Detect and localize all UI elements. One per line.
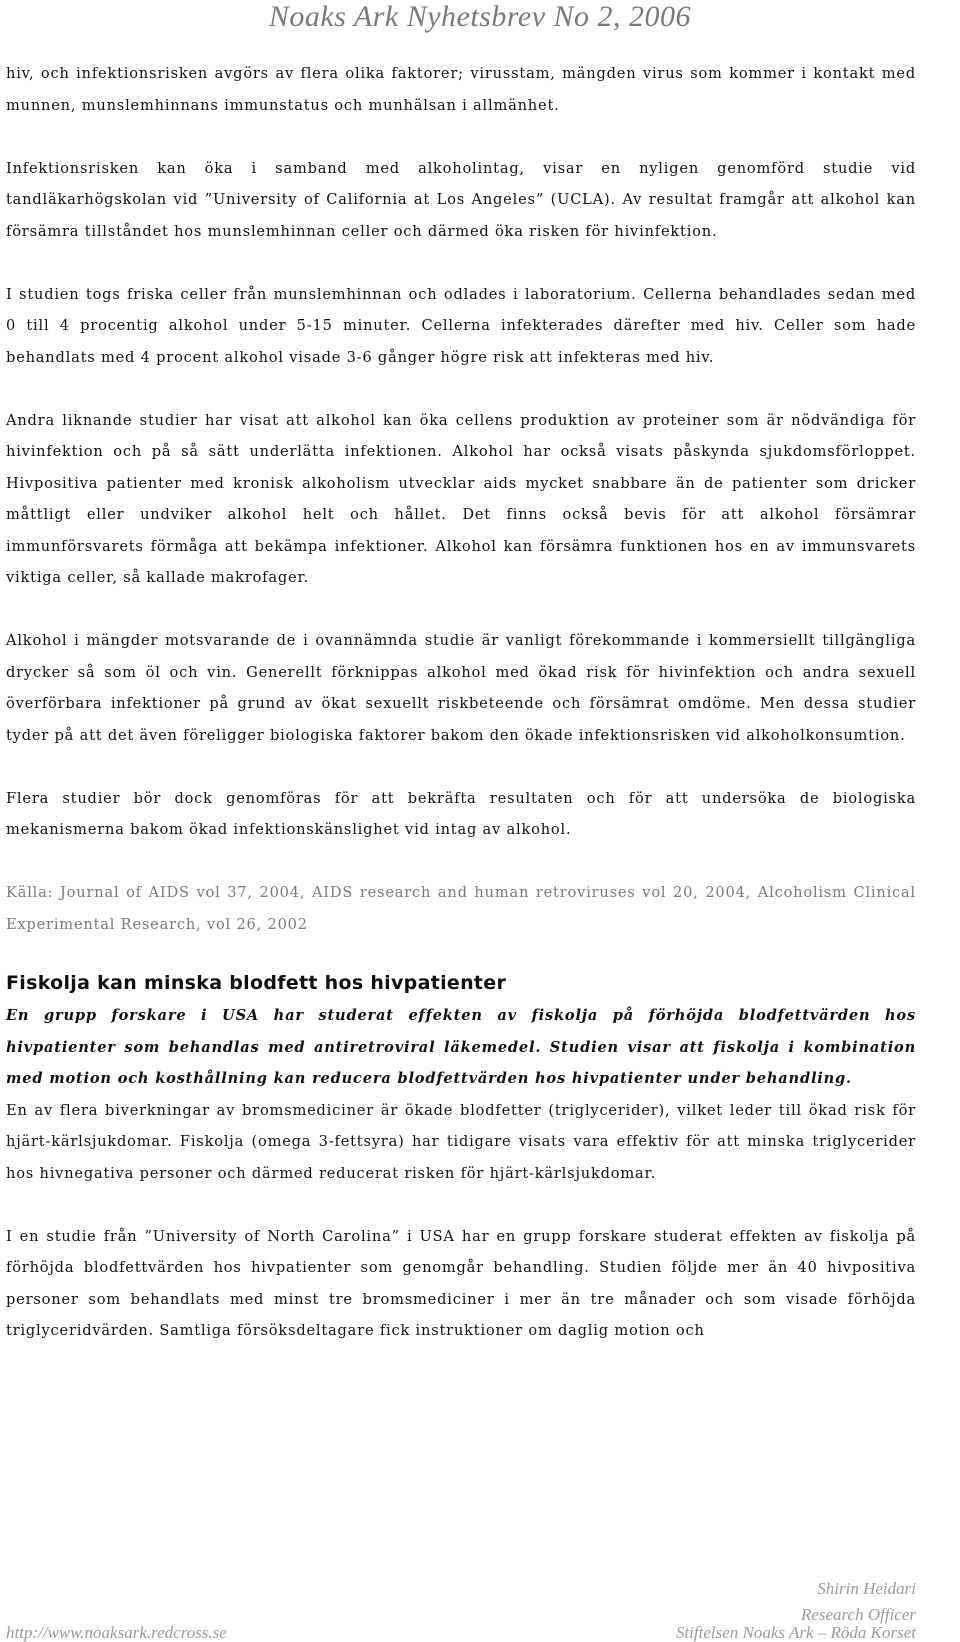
footer-website-link[interactable]: http://www.noaksark.redcross.se [6, 1623, 227, 1642]
paragraph-hiv-risk-factors: hiv, och infektionsrisken avgörs av flera olika faktorer; virusstam, mängden virus som kommer i kontakt med munnen, munslemhinnans immunstatus och munhälsan i allmänhet. [6, 65, 916, 114]
newsletter-title: Noaks Ark Nyhetsbrev No 2, 2006 [268, 0, 692, 33]
footer-organization: Stiftelsen Noaks Ark – Röda Korset [675, 1623, 916, 1642]
section-lead: En grupp forskare i USA har studerat effekten av fiskolja på förhöjda blodfettvärden hos hivpatienter som behandlas med antiretroviral läkemedel. Studien visar att fiskolja i kombination med motion och kosthållning kan reducera blodfettvärden hos hivpatienter under behandling. [6, 1007, 916, 1087]
paragraph-alcohol-amounts: Alkohol i mängder motsvarande de i ovannämnda studie är vanligt förekommande i kommersiellt tillgängliga drycker så som öl och vin. Generellt förknippas alkohol med ökad risk för hivinfektion och andra sexuell överförbara infektioner på grund av ökat sexuellt riskbeteende och försämrat omdöme. Men dessa studier tyder på att det även föreligger biologiska faktorer bakom den ökade infektionsrisken vid alkoholkonsumtion. [6, 632, 916, 744]
paragraph-side-effects: En av flera biverkningar av bromsmediciner är ökade blodfetter (triglycerider), vilket leder till ökad risk för hjärt-kärlsjukdomar. Fiskolja (omega 3-fettsyra) har tidigare visats vara effektiv för att minska triglycerider hos hivnegativa personer och därmed reducerat risken för hjärt-kärlsjukdomar. [6, 1101, 916, 1182]
author-name: Shirin Heidari [817, 1579, 916, 1598]
paragraph-further-studies: Flera studier bör dock genomföras för att bekräfta resultaten och för att undersöka de biologiska mekanismerna bakom ökad infektionskänslighet vid intag av alkohol. [6, 789, 916, 838]
paragraph-other-studies: Andra liknande studier har visat att alkohol kan öka cellens produktion av proteiner som är nödvändiga för hivinfektion och på så sätt underlätta infektionen. Alkohol har också visats påskynda sjukdomsförloppet. Hivpositiva patienter med kronisk alkoholism utvecklar aids mycket snabbare än de patienter som dricker måttligt eller undviker alkohol helt och hållet. Det finns också bevis för att alkohol försämrar immunförsvarets förmåga att bekämpa infektioner. Alkohol kan försämra funktionen hos en av immunsvarets viktiga celler, så kallade makrofager. [6, 411, 916, 586]
paragraph-unc-study: I en studie från ”University of North Carolina” i USA har en grupp forskare studerat effekten av fiskolja på förhöjda blodfettvärden hos hivpatienter som genomgår behandling. Studien följde mer än 40 hivpositiva personer som behandlats med minst tre bromsmediciner i mer än tre månader och som visade förhöjda triglyceridvärden. Samtliga försöksdeltagare fick instruktioner om daglig motion och [6, 1227, 916, 1339]
section-heading-fiskolja: Fiskolja kan minska blodfett hos hivpatienter [6, 972, 507, 994]
author-role: Research Officer [800, 1605, 916, 1624]
article-body [6, 58, 916, 1378]
author-signature [801, 1576, 916, 1628]
source-citation: Källa: Journal of AIDS vol 37, 2004, AIDS research and human retroviruses vol 20, 2004, Alcoholism Clinical Experimental Research, vol 26, 2002 [6, 884, 916, 933]
paragraph-cell-study: I studien togs friska celler från munslemhinnan och odlades i laboratorium. Cellerna behandlades sedan med 0 till 4 procentig alkohol under 5-15 minuter. Cellerna infekterades därefter med hiv. Celler som hade behandlats med 4 procent alkohol visade 3-6 gånger högre risk att infekteras med hiv. [6, 285, 916, 366]
paragraph-ucla-study: Infektionsrisken kan öka i samband med alkoholintag, visar en nyligen genomförd studie vid tandläkarhögskolan vid ”University of California at Los Angeles” (UCLA). Av resultat framgår att alkohol kan försämra tillståndet hos munslemhinnan celler och därmed öka risken för hivinfektion. [6, 159, 916, 240]
